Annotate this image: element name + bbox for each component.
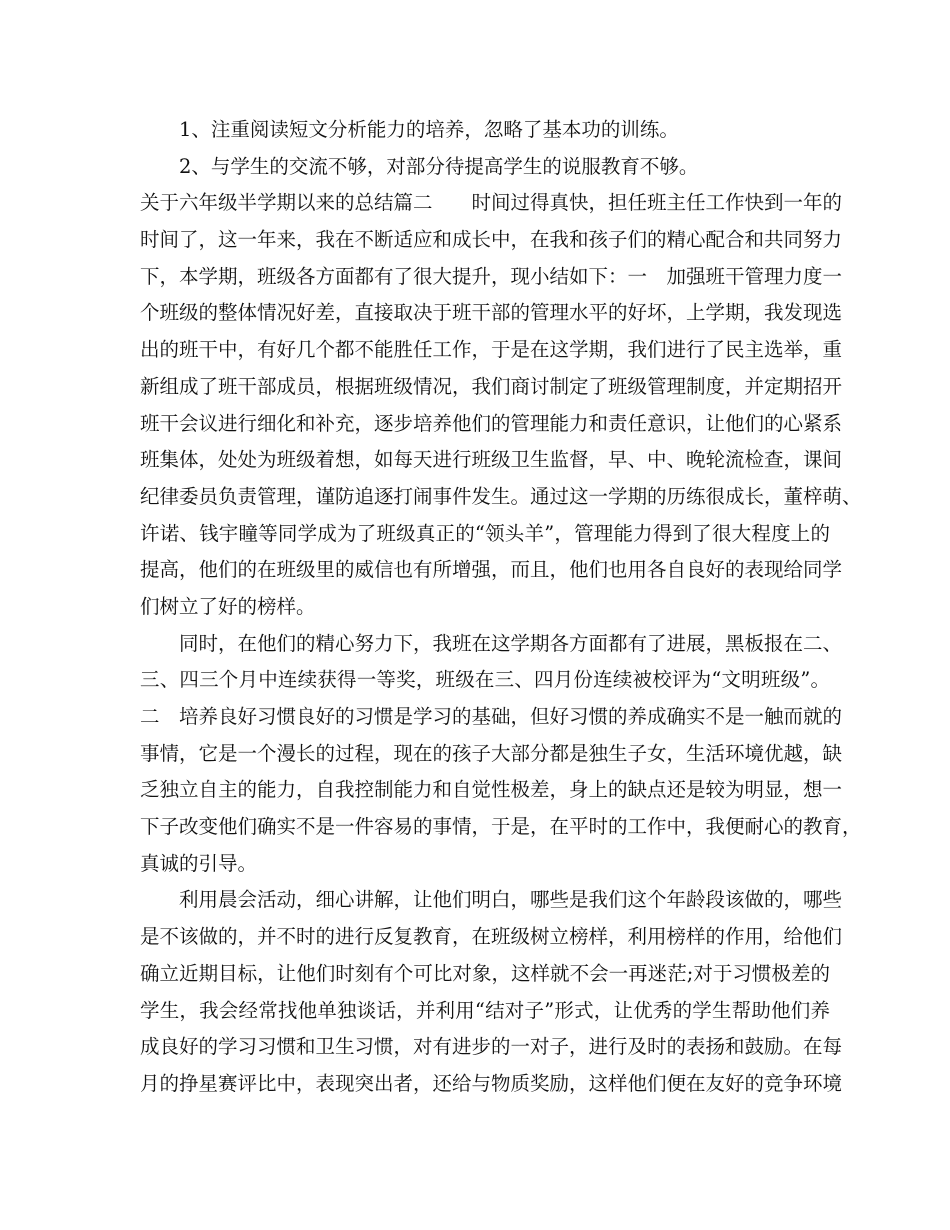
text-line: 2、与学生的交流不够，对部分待提高学生的说服教育不够。 (179, 154, 699, 178)
text-line: 学生，我会经常找他单独谈话，并利用“结对子”形式，让优秀的学生帮助他们养 (140, 998, 830, 1022)
text-line: 时间了，这一年来，我在不断适应和成长中，在我和孩子们的精心配合和共同努力 (140, 228, 843, 252)
text-line: 利用晨会活动，细心讲解，让他们明白，哪些是我们这个年龄段该做的，哪些 (179, 888, 843, 912)
text-line: 班集体，处处为班级着想，如每天进行班级卫生监督，早、中、晚轮流检查，课间 (140, 448, 843, 472)
text-line: 下子改变他们确实不是一件容易的事情，于是，在平时的工作中，我便耐心的教育， (140, 815, 862, 839)
text-line: 成良好的学习习惯和卫生习惯，对有进步的一对子，进行及时的表扬和鼓励。在每 (140, 1035, 843, 1059)
text-line: 下，本学期，班级各方面都有了很大提升，现小结如下：一 加强班干管理力度一 (140, 264, 843, 288)
text-line: 真诚的引导。 (140, 851, 258, 875)
text-line: 二 培养良好习惯良好的习惯是学习的基础，但好习惯的养成确实不是一触而就的 (140, 705, 843, 728)
text-line: 出的班干中，有好几个都不能胜任工作，于是在这学期，我们进行了民主选举，重 (140, 338, 843, 362)
text-line: 们树立了好的榜样。 (140, 594, 316, 618)
text-line: 乏独立自主的能力，自我控制能力和自觉性极差，身上的缺点还是较为明显，想一 (140, 778, 843, 802)
text-line: 提高，他们的在班级里的威信也有所增强，而且，他们也用各自良好的表现给同学 (140, 558, 843, 582)
text-line: 关于六年级半学期以来的总结篇二 时间过得真快，担任班主任工作快到一年的 (140, 191, 843, 215)
text-line: 纪律委员负责管理，谨防追逐打闹事件发生。通过这一学期的历练很成长，董梓萌、 (140, 484, 862, 508)
text-line: 确立近期目标，让他们时刻有个可比对象，这样就不会一再迷茫;对于习惯极差的 (140, 961, 830, 985)
text-line: 个班级的整体情况好差，直接取决于班干部的管理水平的好坏，上学期，我发现选 (140, 301, 843, 325)
text-line: 1、注重阅读短文分析能力的培养，忽略了基本功的训练。 (179, 118, 679, 141)
text-line: 许诺、钱宇瞳等同学成为了班级真正的“领头羊”，管理能力得到了很大程度上的 (140, 521, 830, 545)
text-line: 班干会议进行细化和补充，逐步培养他们的管理能力和责任意识，让他们的心紧系 (140, 411, 843, 435)
text-line: 三、四三个月中连续获得一等奖，班级在三、四月份连续被校评为“文明班级”。 (140, 668, 830, 692)
text-line: 月的挣星赛评比中，表现突出者，还给与物质奖励，这样他们便在友好的竞争环境 (140, 1071, 843, 1095)
text-line: 事情，它是一个漫长的过程，现在的孩子大部分都是独生子女，生活环境优越，缺 (140, 741, 843, 765)
text-line: 新组成了班干部成员，根据班级情况，我们商讨制定了班级管理制度，并定期招开 (140, 374, 843, 398)
text-line: 同时，在他们的精心努力下，我班在这学期各方面都有了进展，黑板报在二、 (179, 631, 843, 655)
text-line: 是不该做的，并不时的进行反复教育，在班级树立榜样，利用榜样的作用，给他们 (140, 925, 843, 949)
document-body (140, 112, 862, 1103)
